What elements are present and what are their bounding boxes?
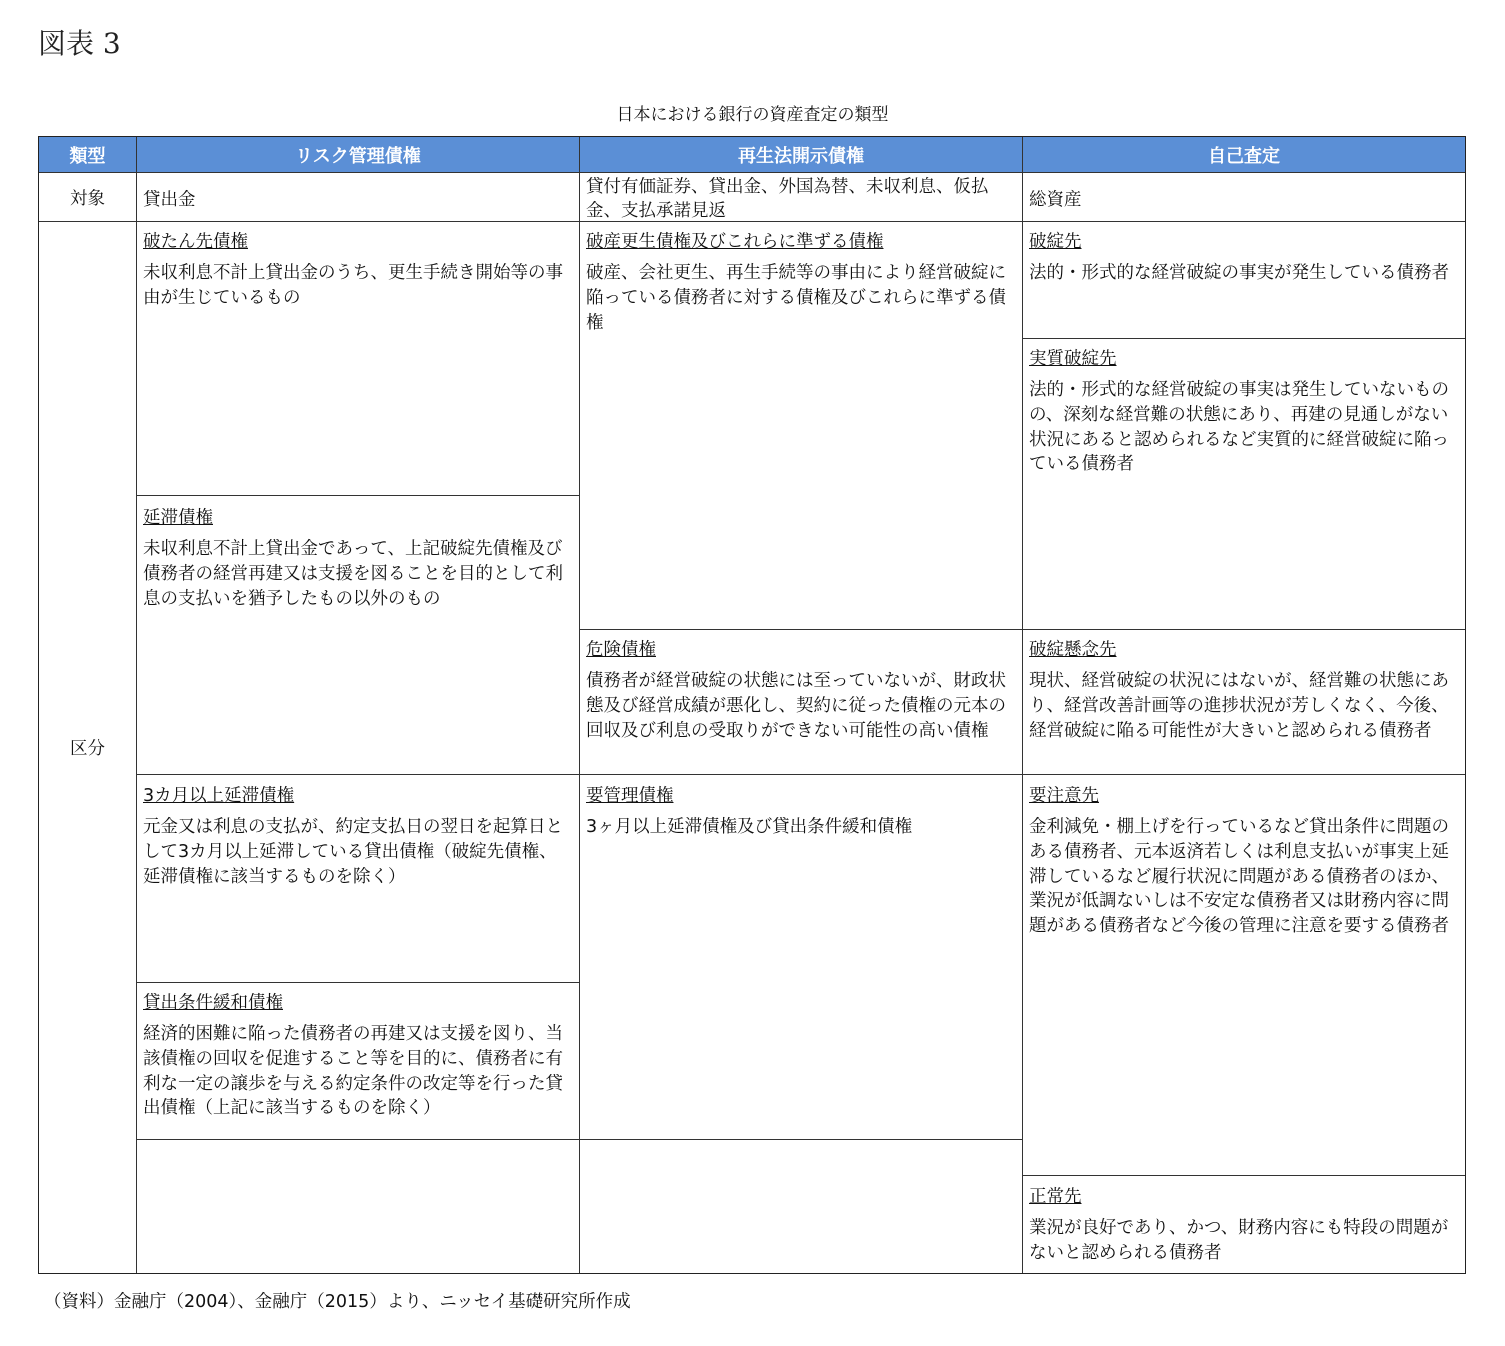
- cell-title: 破綻先: [1029, 232, 1082, 252]
- target-jiko: [1023, 183, 1465, 213]
- target-risk-text: 貸出金: [143, 190, 196, 210]
- jiko-cell-hatansaki: [1023, 225, 1465, 286]
- cell-description: 現状、経営破綻の状況にはないが、経営難の状態にあり、経営改善計画等の進捗状況が芳しくなく、今後、経営破綻に陥る可能性が大きいと認められる債務者: [1029, 670, 1449, 741]
- divider: [1022, 338, 1465, 339]
- saisei-cell-youkanri: [580, 779, 1022, 840]
- risk-cell-hatansaki: [137, 225, 579, 311]
- cell-description: 未収利息不計上貸出金のうち、更生手続き開始等の事由が生じているもの: [143, 262, 563, 308]
- jiko-cell-jisshitsu: [1023, 342, 1465, 477]
- cell-title: 3カ月以上延滞債権: [143, 786, 295, 806]
- jiko-cell-youchui: [1023, 779, 1465, 939]
- saisei-cell-kiken: [580, 633, 1022, 743]
- divider: [1022, 1175, 1465, 1176]
- cell-title: 実質破綻先: [1029, 349, 1117, 369]
- header-type: 類型: [39, 137, 136, 172]
- header-risk: リスク管理債権: [137, 137, 579, 172]
- cell-description: 金利減免・棚上げを行っているなど貸出条件に問題のある債務者、元本返済若しくは利息支払いが事実上延滞しているなど履行状況に問題がある債務者のほか、業況が低調ないしは不安定な債務者又は財務内容に問題がある債務者など今後の管理に注意を要する債務者: [1029, 816, 1449, 937]
- source-note: （資料）金融庁（2004）、金融庁（2015）より、ニッセイ基礎研究所作成: [44, 1292, 631, 1312]
- header-jiko: 自己査定: [1023, 137, 1465, 172]
- divider: [136, 982, 579, 983]
- cell-description: 業況が良好であり、かつ、財務内容にも特段の問題がないと認められる債務者: [1029, 1217, 1449, 1263]
- table-title: 日本における銀行の資産査定の類型: [616, 105, 889, 125]
- divider: [579, 629, 1022, 630]
- row-label-target: 対象: [70, 189, 105, 209]
- divider: [1022, 774, 1465, 775]
- cell-description: 法的・形式的な経営破綻の事実が発生している債務者: [1029, 262, 1449, 283]
- asset-classification-table: [38, 136, 1466, 1274]
- cell-title: 正常先: [1029, 1187, 1082, 1207]
- saisei-cell-hasan: [580, 225, 1022, 335]
- jiko-cell-kenen: [1023, 633, 1465, 743]
- divider: [1022, 629, 1465, 630]
- target-risk: [137, 183, 579, 213]
- row-label-kubun: 区分: [70, 739, 105, 759]
- risk-cell-kanwa: [137, 986, 579, 1121]
- cell-title: 破綻懸念先: [1029, 640, 1117, 660]
- divider: [136, 774, 579, 775]
- target-saisei: [580, 170, 1010, 223]
- cell-description: 元金又は利息の支払が、約定支払日の翌日を起算日として3カ月以上延滞している貸出債権（破綻先債権、延滞債権に該当するものを除く）: [143, 816, 563, 887]
- cell-description: 未収利息不計上貸出金であって、上記破綻先債権及び債務者の経営再建又は支援を図ることを目的として利息の支払いを猶予したもの以外のもの: [143, 538, 563, 609]
- divider: [579, 774, 1022, 775]
- cell-title: 要管理債権: [586, 786, 674, 806]
- cell-title: 延滞債権: [143, 508, 213, 528]
- risk-cell-entai: [137, 501, 579, 611]
- cell-title: 危険債権: [586, 640, 656, 660]
- cell-description: 債務者が経営破綻の状態には至っていないが、財政状態及び経営成績が悪化し、契約に従った債権の元本の回収及び利息の受取りができない可能性の高い債権: [586, 670, 1006, 741]
- risk-cell-3month: [137, 779, 579, 889]
- cell-title: 破産更生債権及びこれらに準ずる債権: [586, 232, 884, 252]
- cell-description: 破産、会社更生、再生手続等の事由により経営破綻に陥っている債務者に対する債権及びこれらに準ずる債権: [586, 262, 1006, 333]
- cell-title: 貸出条件緩和債権: [143, 993, 283, 1013]
- figure-label: 図表 3: [38, 27, 121, 60]
- cell-title: 要注意先: [1029, 786, 1099, 806]
- divider: [136, 495, 579, 496]
- cell-description: 法的・形式的な経営破綻の事実は発生していないものの、深刻な経営難の状態にあり、再建の見通しがない状況にあると認められるなど実質的に経営破綻に陥っている債務者: [1029, 379, 1449, 475]
- cell-title: 破たん先債権: [143, 232, 248, 252]
- target-jiko-text: 総資産: [1029, 190, 1082, 210]
- header-saisei: 再生法開示債権: [580, 137, 1022, 172]
- divider: [579, 1139, 1022, 1140]
- jiko-cell-seijou: [1023, 1180, 1465, 1266]
- cell-description: 3ヶ月以上延滞債権及び貸出条件緩和債権: [586, 816, 913, 837]
- cell-description: 経済的困難に陥った債務者の再建又は支援を図り、当該債権の回収を促進すること等を目的に、債務者に有利な一定の譲歩を与える約定条件の改定等を行った貸出債権（上記に該当するものを除く）: [143, 1023, 563, 1119]
- target-saisei-text: 貸付有価証券、貸出金、外国為替、未収利息、仮払金、支払承諾見返: [586, 177, 989, 222]
- divider: [136, 1139, 579, 1140]
